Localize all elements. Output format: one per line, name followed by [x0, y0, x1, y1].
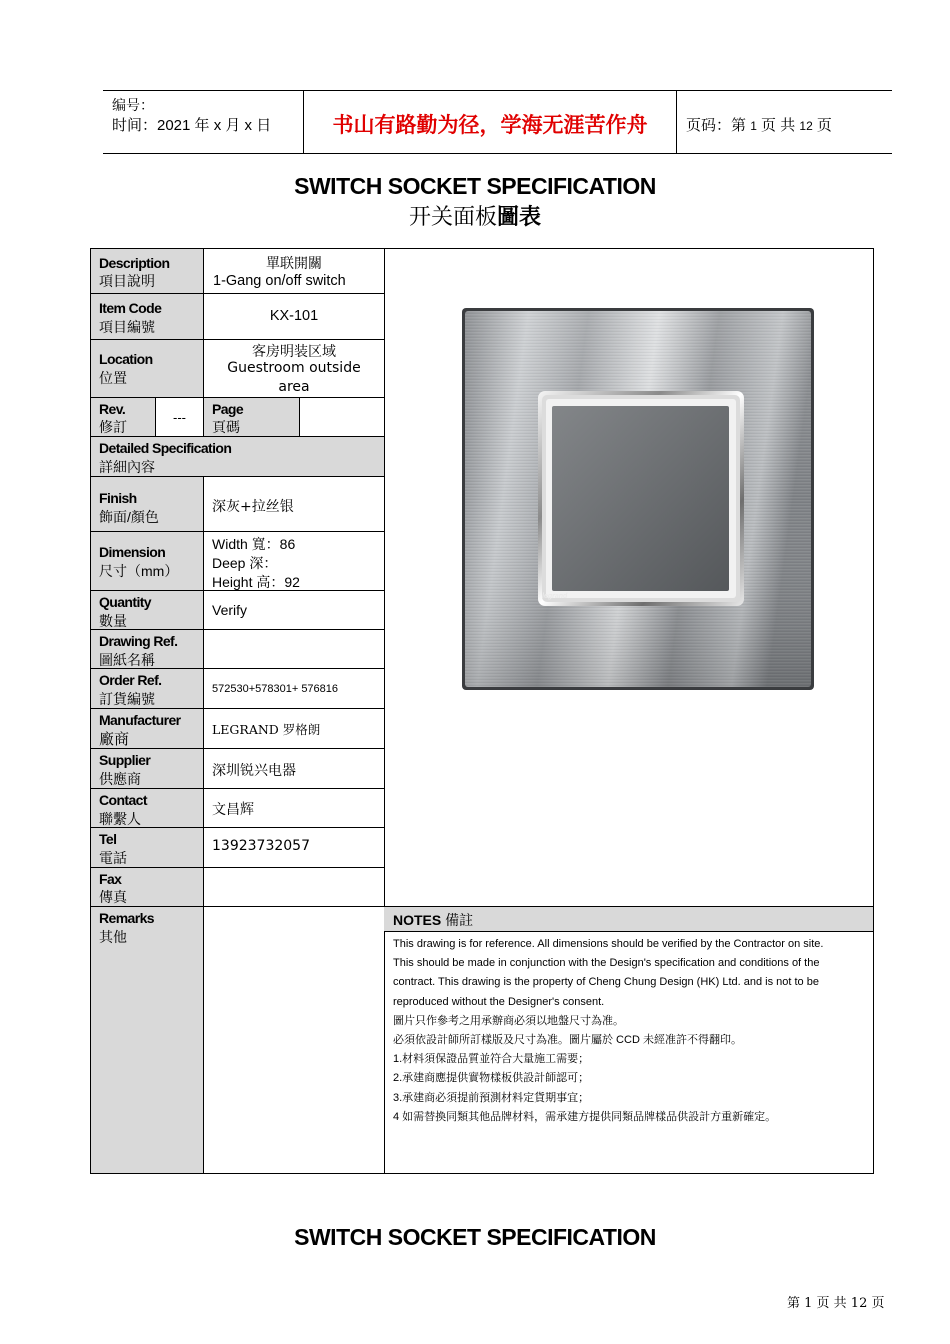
item-code-label-zh: 項目編號	[99, 319, 155, 335]
drawing-ref-label-zh: 圖紙名稱	[99, 652, 155, 668]
detailed-spec-label-en: Detailed Specification	[99, 440, 232, 456]
manufacturer-label-zh: 廠商	[99, 731, 130, 748]
finish-label-zh: 飾面/顏色	[99, 509, 159, 525]
finish-value: 深灰+拉丝银	[212, 499, 294, 515]
order-ref-label-en: Order Ref.	[99, 672, 162, 688]
rev-label-cell	[90, 397, 156, 437]
order-ref-label-zh: 訂貨編號	[99, 691, 155, 707]
notes-line: 1.材料須保證品質並符合大量施工需要；	[393, 1053, 590, 1066]
header-meta-cell	[103, 91, 304, 153]
item-code-value: KX-101	[269, 308, 319, 324]
contact-value: 文昌辉	[212, 802, 254, 818]
page-value-cell	[299, 397, 385, 437]
order-ref-value-cell	[203, 668, 385, 709]
location-label-en: Location	[99, 351, 153, 367]
contact-label-cell	[90, 788, 204, 828]
tel-label-zh: 電話	[99, 850, 127, 866]
quantity-label-zh: 數量	[99, 613, 127, 629]
notes-line: reproduced without the Designer's consent.	[393, 995, 605, 1008]
location-value-en-line2: area	[278, 379, 310, 395]
drawing-ref-label-cell	[90, 629, 204, 669]
detailed-spec-header	[90, 436, 385, 477]
fax-label-cell	[90, 867, 204, 907]
rev-label-en: Rev.	[99, 401, 126, 417]
notes-line: 必須依設計師所訂樣版及尺寸為准。圖片屬於 CCD 未經准許不得翻印。	[393, 1034, 742, 1047]
remarks-value-cell	[203, 906, 385, 1174]
quantity-label-en: Quantity	[99, 594, 151, 610]
remarks-label-en: Remarks	[99, 910, 154, 926]
notes-line: 4 如需替換同類其他品牌材料，需承建方提供同類品牌樣品供設計方重新確定。	[393, 1110, 777, 1123]
dimension-label-zh: 尺寸（mm）	[99, 563, 179, 579]
header-motto-cell	[304, 91, 677, 153]
supplier-value-cell	[203, 748, 385, 789]
dimension-label-en: Dimension	[99, 544, 166, 560]
document-header	[103, 90, 892, 154]
notes-line: 3.承建商必須提前預測材料定貨期事宜；	[393, 1091, 590, 1104]
item-code-value-cell	[203, 293, 385, 340]
tel-label-cell	[90, 827, 204, 868]
rev-label-zh: 修訂	[99, 419, 127, 435]
dimension-width: Width 寬：86	[212, 536, 296, 552]
contact-label-zh: 聯繫人	[99, 811, 141, 827]
manufacturer-value-cell	[203, 708, 385, 749]
manufacturer-value: LEGRAND 罗格朗	[212, 722, 321, 737]
notes-heading: NOTES 備註	[393, 912, 474, 928]
detailed-spec-label-zh: 詳細內容	[99, 459, 155, 475]
notes-line: 圖片只作參考之用承辦商必須以地盤尺寸為准。	[393, 1014, 624, 1027]
dimension-height: Height 高：92	[212, 574, 300, 590]
description-value-zh: 單联開關	[266, 256, 322, 272]
supplier-label-cell	[90, 748, 204, 789]
quantity-value: Verify	[212, 602, 248, 618]
item-code-label-en: Item Code	[99, 300, 162, 316]
location-value-cell	[203, 339, 385, 398]
notes-body	[393, 935, 869, 1127]
drawing-ref-label-en: Drawing Ref.	[99, 633, 178, 649]
tel-label-en: Tel	[99, 831, 117, 847]
number-label: 编号：	[112, 97, 154, 113]
notes-line: This should be made in conjunction with the Design's specification and conditions of the	[393, 957, 820, 970]
page-label-cell	[203, 397, 300, 437]
fax-value-cell	[203, 867, 385, 907]
bottom-title: SWITCH SOCKET SPECIFICATION	[294, 1224, 656, 1250]
order-ref-label-cell	[90, 668, 204, 709]
dimension-deep: Deep 深：	[212, 555, 278, 571]
notes-header	[384, 906, 874, 932]
notes-line: 2.承建商應提供實物樣板供設計師認可；	[393, 1072, 590, 1085]
time-label: 时间：2021 年 x 月 x 日	[112, 117, 272, 134]
location-label-cell	[90, 339, 204, 398]
product-photo	[462, 308, 814, 690]
supplier-value: 深圳锐兴电器	[212, 763, 296, 779]
location-value-zh: 客房明装区域	[252, 344, 336, 360]
header-page-cell	[677, 91, 892, 153]
legrand-logo: legrand	[542, 593, 568, 600]
supplier-label-zh: 供應商	[99, 771, 141, 787]
finish-label-cell	[90, 476, 204, 532]
item-code-label-cell	[90, 293, 204, 340]
motto-text: 书山有路勤为径，学海无涯苦作舟	[332, 112, 648, 137]
page-label-en: Page	[212, 401, 244, 417]
page-counter: 页码：第 1 页 共 12 页	[686, 117, 832, 134]
rev-value: ---	[173, 410, 186, 425]
remarks-label-cell	[90, 906, 204, 1174]
finish-label-en: Finish	[99, 490, 137, 506]
description-label-zh: 項目說明	[99, 273, 155, 289]
fax-label-zh: 傳真	[99, 889, 127, 905]
tel-value: 13923732057	[212, 838, 310, 854]
drawing-ref-value-cell	[203, 629, 385, 669]
tel-value-cell	[203, 827, 385, 868]
remarks-label-zh: 其他	[99, 929, 127, 945]
finish-value-cell	[203, 476, 385, 532]
description-label-en: Description	[99, 255, 170, 271]
quantity-value-cell	[203, 590, 385, 630]
dimension-label-cell	[90, 531, 204, 591]
notes-line: contract. This drawing is the property of Cheng Chung Design (HK) Ltd. and is not to be	[393, 976, 819, 989]
page-subtitle: 开关面板圖表	[408, 204, 542, 229]
page-label-zh: 頁碼	[212, 419, 240, 435]
order-ref-value: 572530+578301+ 576816	[212, 683, 339, 695]
notes-line: This drawing is for reference. All dimensions should be verified by the Contractor on site.	[393, 938, 824, 950]
manufacturer-label-cell	[90, 708, 204, 749]
description-value-en: 1-Gang on/off switch	[213, 273, 346, 289]
location-value-en-line1: Guestroom outside	[227, 360, 361, 376]
contact-value-cell	[203, 788, 385, 828]
contact-label-en: Contact	[99, 792, 147, 808]
page-footer: 第 1 页 共 12 页	[787, 1296, 885, 1311]
quantity-label-cell	[90, 590, 204, 630]
page-title: SWITCH SOCKET SPECIFICATION	[294, 173, 656, 199]
manufacturer-label-en: Manufacturer	[99, 712, 181, 728]
location-label-zh: 位置	[99, 370, 127, 386]
description-value-cell	[203, 248, 385, 294]
fax-label-en: Fax	[99, 871, 122, 887]
description-label-cell	[90, 248, 204, 294]
dimension-value-cell	[203, 531, 385, 591]
rev-value-cell	[155, 397, 204, 437]
supplier-label-en: Supplier	[99, 752, 151, 768]
